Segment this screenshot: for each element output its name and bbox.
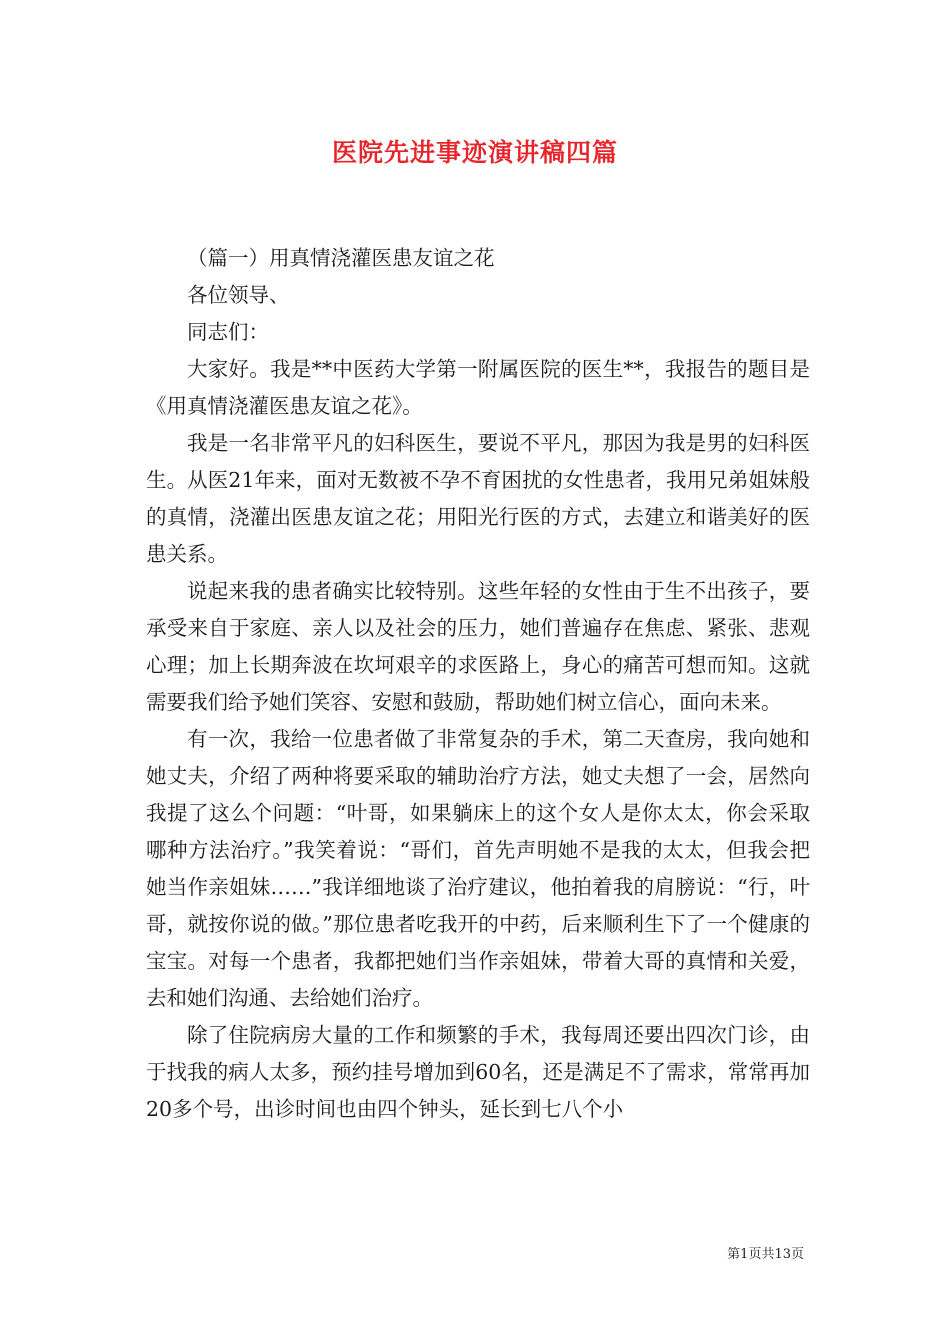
document-body — [146, 240, 810, 1128]
page-number: 第1页共13页 — [727, 1247, 804, 1262]
salutation-line-2: 同志们： — [187, 320, 269, 344]
document-title: 医院先进事迹演讲稿四篇 — [331, 138, 618, 167]
body-paragraph: 说起来我的患者确实比较特别。这些年轻的女性由于生不出孩子，要承受来自于家庭、亲人以及社会的压力，她们普遍存在焦虑、紧张、悲观心理；加上长期奔波在坎坷艰辛的求医路上，身心的痛苦可想而知。这就需要我们给予她们笑容、安慰和鼓励，帮助她们树立信心，面向未来。 — [146, 579, 810, 714]
body-paragraph: 有一次，我给一位患者做了非常复杂的手术，第二天查房，我向她和她丈夫，介绍了两种将要采取的辅助治疗方法，她丈夫想了一会，居然向我提了这么个问题：“叶哥，如果躺床上的这个女人是你太太，你会采取哪种方法治疗。”我笑着说：“哥们，首先声明她不是我的太太，但我会把她当作亲姐妹……”我详细地谈了治疗建议，他拍着我的肩膀说：“行，叶哥，就按你说的做。”那位患者吃我开的中药，后来顺利生下了一个健康的宝宝。对每一个患者，我都把她们当作亲姐妹，带着大哥的真情和关爱，去和她们沟通、去给她们治疗。 — [146, 727, 810, 1010]
body-paragraph: 我是一名非常平凡的妇科医生，要说不平凡，那因为我是男的妇科医生。从医21年来，面对无数被不孕不育困扰的女性患者，我用兄弟姐妹般的真情，浇灌出医患友谊之花；用阳光行医的方式，去建立和谐美好的医患关系。 — [146, 431, 810, 566]
body-paragraph: 大家好。我是**中医药大学第一附属医院的医生**，我报告的题目是《用真情浇灌医患友谊之花》。 — [146, 357, 810, 418]
section-heading: （篇一）用真情浇灌医患友谊之花 — [187, 246, 495, 270]
body-paragraph: 除了住院病房大量的工作和频繁的手术，我每周还要出四次门诊，由于找我的病人太多，预约挂号增加到60名，还是满足不了需求，常常再加20多个号，出诊时间也由四个钟头，延长到七八个小 — [146, 1023, 810, 1121]
salutation-line-1: 各位领导、 — [187, 283, 290, 307]
